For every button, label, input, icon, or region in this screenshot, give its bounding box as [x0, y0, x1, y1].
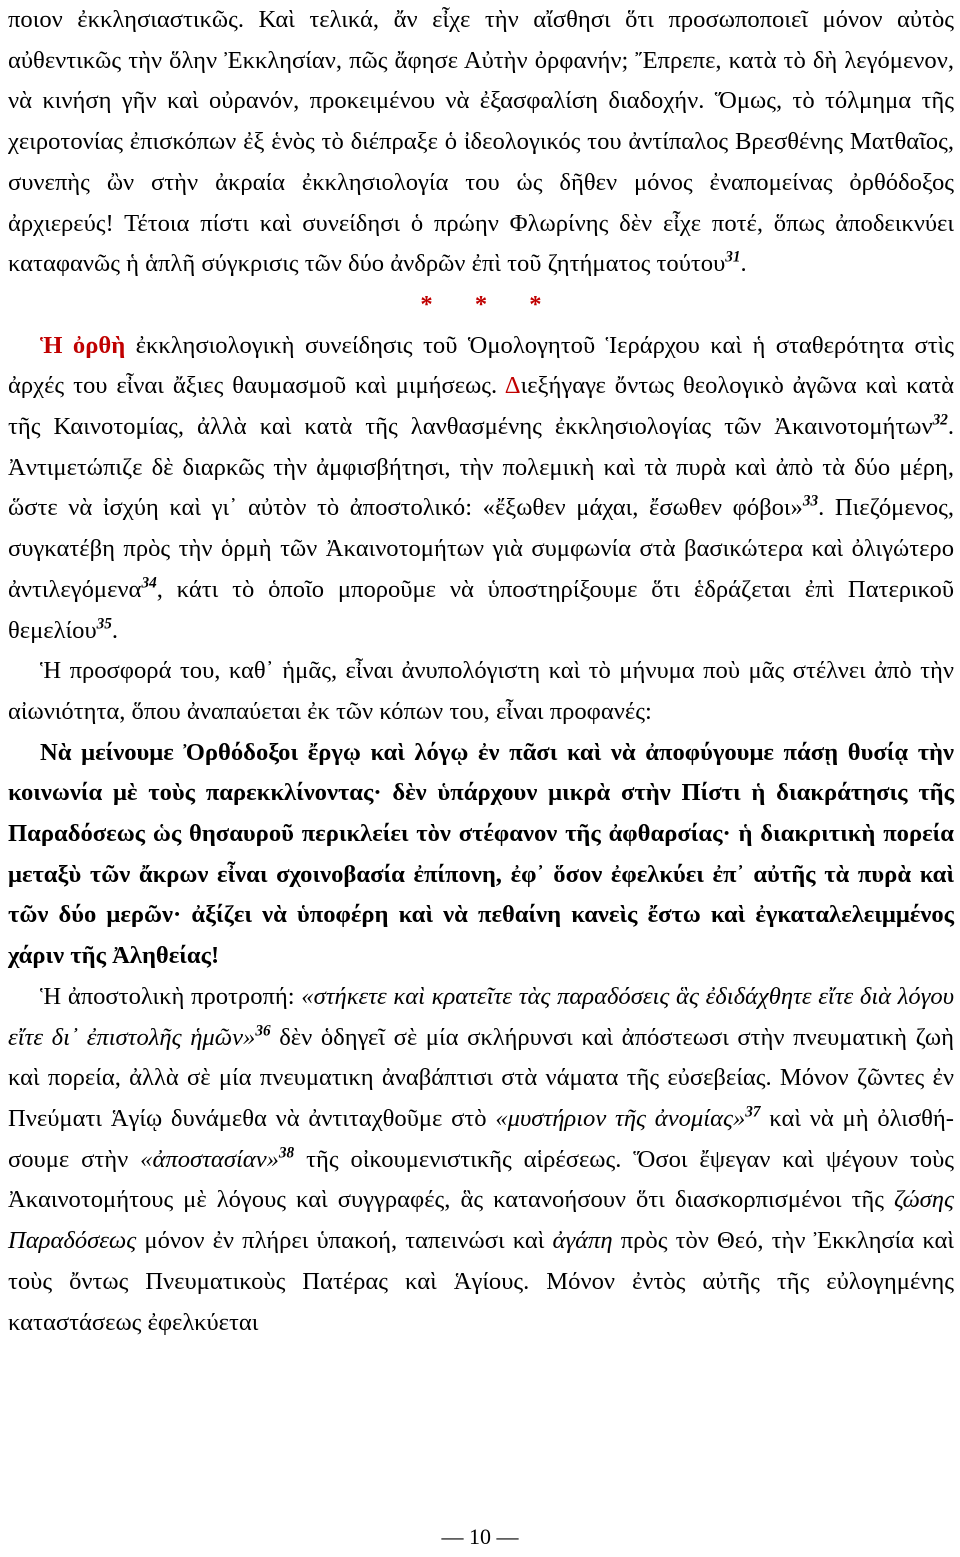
- document-page: [8, 0, 954, 1343]
- page-number: — 10 —: [441, 1524, 519, 1549]
- paragraph-3: Ἡ προσφορά του, καθ᾽ ἡμᾶς, εἶναι ἀνυπολόγιστη καὶ τὸ μήνυμα ποὺ μᾶς στέλνει ἀπὸ τὴν αἰωνιότητα, ὅπου ἀναπαύεται ἐκ τῶν κόπων του, εἶναι προφανές:: [8, 657, 954, 725]
- drop-lead: Ἡ ὀρθὴ: [40, 331, 126, 359]
- section-separator: * * *: [420, 290, 560, 318]
- footnote-ref-33[interactable]: 33: [802, 492, 819, 510]
- paragraph-5: Ἡ ἀποστολικὴ προτροπή: «στήκετε καὶ κρατεῖτε τὰς παραδόσεις ἃς ἐδιδάχθητε εἴτε διὰ λόγου εἴτε δι᾽ ἐπιστολῆς ἡμῶν»$^{36}$ δὲν ὁδηγεῖ σὲ μία σκλήρυνσι καὶ ἀπόστεωσι στὴν πνευματικὴ ζωὴ καὶ πορεία, ἀλλὰ σὲ μία πνευματικη ἀναβάπτισι στὰ νάματα τῆς εὐσεβείας. Μόνον ζῶντες ἐν Πνεύματι Ἁγίῳ δυνάμεθα νὰ ἀντιταχθοῦμε στὸ «μυστήριον τῆς ἀνομίας»$^{37}$ καὶ νὰ μὴ ὀλισθήσουμε στὴν «ἀποστασίαν»$^{38}$ τῆς οἰκουμενιστικῆς αἱρέσεως. Ὅσοι ἔψεγαν καὶ ψέγουν τοὺς Ἀκαινοτομήτους μὲ λόγους καὶ συγγραφές, ἃς κατανοήσουν ὅτι διασκορπισμένοι τῆς ζώσης Παραδόσεως μόνον ἐν πλήρει ὑπακοή, ταπεινώσι καὶ ἀγάπη πρὸς τὸν Θεό, τὴν Ἐκκλησία καὶ τοὺς ὄντως Πνευματικοὺς Πατέρας καὶ Ἁγίους. Μόνον ἐντὸς αὐτῆς τῆς εὐλογημένης καταστάσεως ἐφελκύεται: [8, 982, 954, 1336]
- footnote-ref-31[interactable]: 31: [725, 248, 741, 266]
- footnote-ref-38[interactable]: 38: [278, 1144, 295, 1162]
- paragraph-2: Ἡ ὀρθὴ ἐκκλησιολογικὴ συνείδησις τοῦ Ὁμολογητοῦ Ἱεράρχου καὶ ἡ σταθερότητα στὶς ἀρχές του εἶναι ἄξιες θαυμασμοῦ καὶ μιμήσεως. Διεξήγαγε ὄντως θεολογικὸ ἀγῶνα καὶ κατὰ τῆς Καινοτομίας, ἀλλὰ καὶ κατὰ τῆς λανθασμένης ἐκκλησιολογίας τῶν Ἀκαινοτομήτων$^{32}$. Ἀντιμετώπιζε δὲ διαρκῶς τὴν ἀμφισβήτησι, τὴν πολεμικὴ καὶ τὰ πυρὰ καὶ ἀπὸ τὰ δύο μέρη, ὥστε νὰ ἰσχύη καὶ γι᾽ αὐτὸν τὸ ἀποστολικό: «ἔξωθεν μάχαι, ἔσωθεν φόβοι»$^{33}$. Πιεζόμενος, συγκατέβη πρὸς τὴν ὁρμὴ τῶν Ἀκαινοτομήτων γιὰ συμφωνία στὰ βασικώτερα καὶ ὀλιγώτερο ἀντιλεγόμενα$^{34}$, κάτι τὸ ὁποῖο μποροῦμε νὰ ὑποστηρίξουμε ὅτι ἑδράζεται ἐπὶ Πατερικοῦ θεμελίου$^{35}$.: [8, 331, 954, 644]
- footnote-ref-36[interactable]: 36: [255, 1022, 271, 1040]
- footnote-ref-35[interactable]: 35: [96, 615, 112, 633]
- footnote-ref-37[interactable]: 37: [745, 1103, 761, 1121]
- paragraph-4-bold: Νὰ μείνουμε Ὀρθόδοξοι ἔργῳ καὶ λόγῳ ἐν πᾶσι καὶ νὰ ἀποφύγουμε πάσῃ θυσίᾳ τὴν κοινωνία μὲ τοὺς παρεκκλίνοντας· δὲν ὑπάρχουν μικρὰ στὴν Πίστι ἡ διακράτησις τῆς Παραδόσεως ὡς θησαυροῦ περικλείει τὸν στέφανον τῆς ἀφθαρσίας· ἡ διακριτικὴ πορεία μεταξὺ τῶν ἄκρων εἶναι σχοινοβασία ἐπίπονη, ἐφ᾽ ὅσον ἐφελκύει ἐπ᾽ αὐτῆς τὰ πυρὰ καὶ τῶν δύο μερῶν· ἀξίζει νὰ ὑποφέρη καὶ νὰ πεθαίνη κανεὶς ἔστω καὶ ἐγκαταλελειμμένος χάριν τῆς Ἀληθείας!: [8, 738, 954, 970]
- scripture-quote: «στήκετε καὶ κρατεῖτε τὰς παραδόσεις ἃς ἐδιδάχθητε εἴτε διὰ λόγου εἴτε δι᾽ ἐπιστολῆς ἡμῶν»: [8, 982, 954, 1051]
- paragraph-1: ποιον ἐκκλησιαστικῶς. Καὶ τελικά, ἄν εἶχε τὴν αἴσθησι ὅτι προσωποποιεῖ μόνον αὐτὸς αὐθεντικῶς τὴν ὅλην Ἐκκλησίαν, πῶς ἄφησε Αὐτὴν ὀρφανήν; Ἔπρεπε, κατὰ τὸ δὴ λεγόμενον, νὰ κινήση γῆν καὶ οὐρανόν, προκειμένου νὰ ἐξασφαλίση διαδοχήν. Ὅμως, τὸ τόλμημα τῆς χειροτονίας ἐπισκόπων ἐξ ἑνὸς τὸ διέπραξε ὁ ἰδεολογικός του ἀντίπαλος Βρεσθένης Ματθαῖος, συνεπὴς ὢν στὴν ἀκραία ἐκκλησιολογία του ὡς δῆθεν μόνος ἐναπομείνας ὀρθόδοξος ἀρχιερεύς! Τέτοια πίστι καὶ συνείδησι ὁ πρώην Φλωρίνης δὲν εἶχε ποτέ, ὅπως ἀποδεικνύει καταφανῶς ἡ ἁπλῆ σύγκρισις τῶν δύο ἀνδρῶν ἐπὶ τοῦ ζητήματος τούτου$^{31}$.: [8, 6, 954, 278]
- footnote-ref-34[interactable]: 34: [141, 574, 157, 592]
- footnote-ref-32[interactable]: 32: [932, 411, 948, 429]
